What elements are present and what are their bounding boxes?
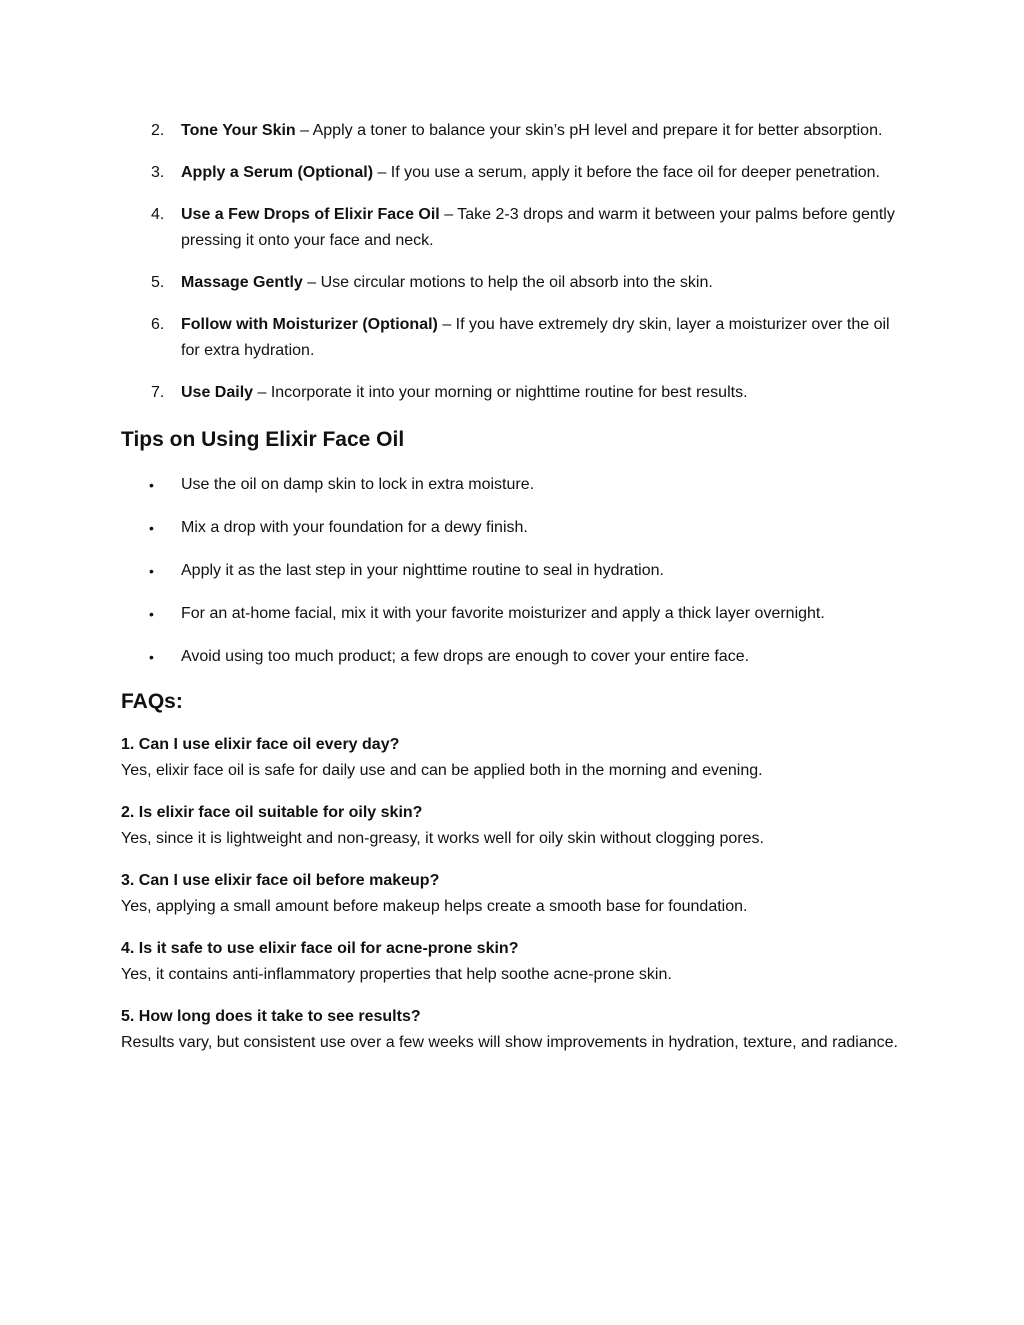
tip-item [121,644,911,670]
step-text: – Apply a toner to balance your skin’s pH level and prepare it for better absorption. [295,122,883,139]
tip-item [121,472,911,498]
step-title: Use Daily [181,384,254,401]
faq-item [121,800,911,852]
faq-question: 1. Can I use elixir face oil every day? [121,736,400,753]
tip-text: Apply it as the last step in your nighttime routine to seal in hydration. [181,562,664,579]
step-text: – If you use a serum, apply it before the face oil for deeper penetration. [373,164,880,181]
faq-question: 5. How long does it take to see results? [121,1008,421,1025]
step-text: – Use circular motions to help the oil absorb into the skin. [302,274,713,291]
faq-answer: Yes, applying a small amount before makeup helps create a smooth base for foundation. [121,898,748,915]
faqs-heading: FAQs: [121,690,183,713]
tip-text: For an at-home facial, mix it with your favorite moisturizer and apply a thick layer overnight. [181,605,825,622]
step-title: Tone Your Skin [181,122,296,139]
step-number: 4. [151,206,165,223]
bullet-icon: • [149,649,154,665]
step-item [121,118,911,144]
faq-item [121,1004,911,1056]
document-page [121,118,911,1072]
faq-answer: Yes, it contains anti-inflammatory properties that help soothe acne-prone skin. [121,966,672,983]
step-item [121,270,911,296]
step-number: 5. [151,274,165,291]
tip-text: Mix a drop with your foundation for a dewy finish. [181,519,528,536]
faq-item [121,732,911,784]
faq-answer: Yes, since it is lightweight and non-greasy, it works well for oily skin without clogging pores. [121,830,764,847]
faq-answer: Results vary, but consistent use over a few weeks will show improvements in hydration, texture, and radiance. [121,1034,898,1051]
usage-steps-list [121,118,911,406]
faq-question: 2. Is elixir face oil suitable for oily skin? [121,804,423,821]
step-title: Follow with Moisturizer (Optional) [181,316,438,333]
tip-item [121,601,911,627]
step-text: – If you have extremely dry skin, layer a moisturizer over the oil for extra hydration. [181,316,890,359]
step-number: 2. [151,122,165,139]
bullet-icon: • [149,606,154,622]
tips-list [121,472,911,670]
step-text: – Incorporate it into your morning or nighttime routine for best results. [253,384,748,401]
tip-item [121,558,911,584]
step-number: 6. [151,316,165,333]
bullet-icon: • [149,520,154,536]
step-item [121,160,911,186]
faq-question: 4. Is it safe to use elixir face oil for acne-prone skin? [121,940,519,957]
step-title: Massage Gently [181,274,303,291]
bullet-icon: • [149,563,154,579]
faq-item [121,868,911,920]
step-number: 7. [151,384,165,401]
step-item [121,202,911,254]
faq-question: 3. Can I use elixir face oil before makeup? [121,872,440,889]
bullet-icon: • [149,477,154,493]
step-item [121,312,911,364]
tip-item [121,515,911,541]
step-number: 3. [151,164,165,181]
faq-answer: Yes, elixir face oil is safe for daily use and can be applied both in the morning and evening. [121,762,763,779]
step-title: Apply a Serum (Optional) [181,164,374,181]
step-item [121,380,911,406]
tips-heading: Tips on Using Elixir Face Oil [121,428,405,451]
step-text: – Take 2-3 drops and warm it between your palms before gently pressing it onto your face and neck. [181,206,895,249]
tip-text: Use the oil on damp skin to lock in extra moisture. [181,476,535,493]
tip-text: Avoid using too much product; a few drops are enough to cover your entire face. [181,648,750,665]
step-title: Use a Few Drops of Elixir Face Oil [181,206,440,223]
faq-item [121,936,911,988]
